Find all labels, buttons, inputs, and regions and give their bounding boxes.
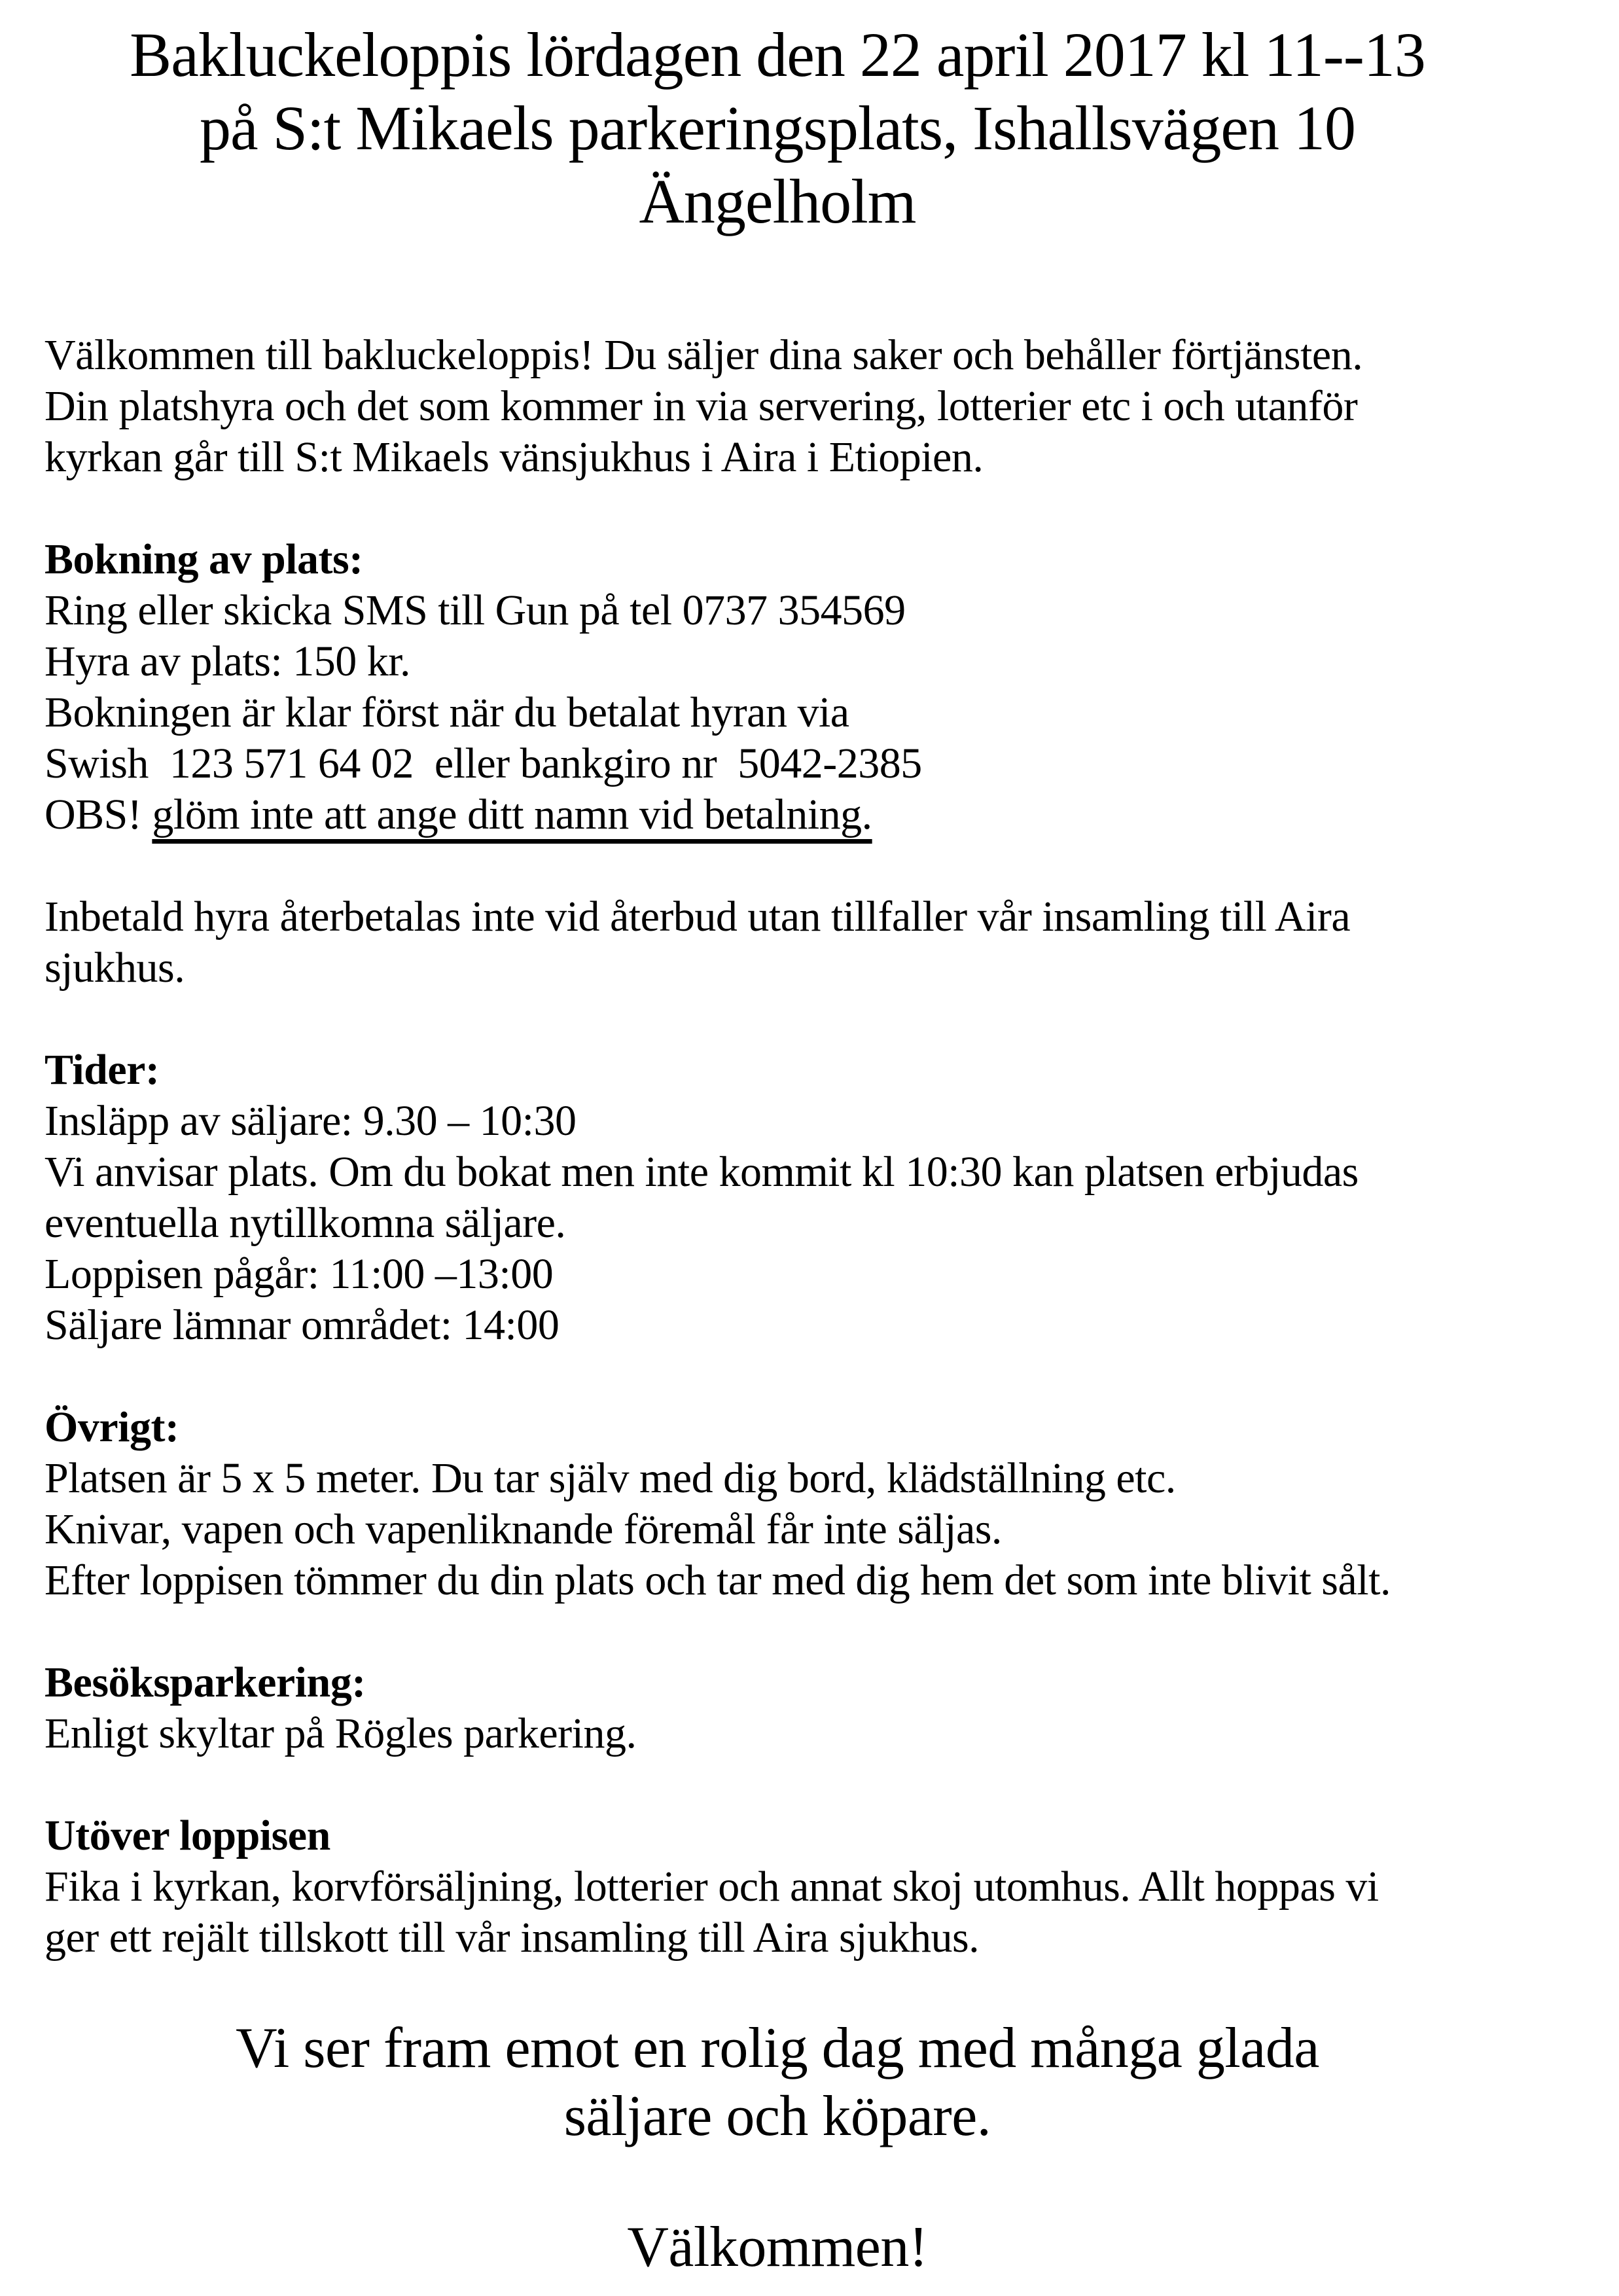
closing-message (44, 2015, 1510, 2151)
intro-line-2: Din platshyra och det som kommer in via servering, lotterier etc i och utanför (44, 382, 1358, 430)
times-line-leave: Säljare lämnar området: 14:00 (44, 1301, 560, 1349)
section-booking (44, 534, 1510, 840)
closing-line-1: Vi ser fram emot en rolig dag med många glada (236, 2017, 1319, 2080)
intro-paragraph (44, 330, 1510, 483)
intro-line-3: kyrkan går till S:t Mikaels vänsjukhus i Aira i Etiopien. (44, 433, 984, 481)
closing-line-2: säljare och köpare. (563, 2085, 991, 2148)
booking-line-confirm: Bokningen är klar först när du betalat hyran via (44, 689, 849, 736)
other-line-knives: Knivar, vapen och vapenliknande föremål får inte säljas. (44, 1505, 1002, 1553)
beyond-line-2: ger ett rejält tillskott till vår insamling till Aira sjukhus. (44, 1914, 980, 1962)
times-line-assign-1: Vi anvisar plats. Om du bokat men inte kommit kl 10:30 kan platsen erbjudas (44, 1148, 1359, 1196)
obs-underlined-text: glöm inte att ange ditt namn vid betalning. (152, 791, 872, 838)
intro-line-1: Välkommen till bakluckeloppis! Du säljer dina saker och behåller förtjänsten. (44, 331, 1363, 379)
parking-line-1: Enligt skyltar på Rögles parkering. (44, 1710, 637, 1757)
parking-heading: Besöksparkering: (44, 1659, 366, 1706)
booking-line-phone: Ring eller skicka SMS till Gun på tel 0737 354569 (44, 586, 906, 634)
section-beyond (44, 1810, 1510, 1964)
title-line-3: Ängelholm (639, 166, 916, 236)
other-line-size: Platsen är 5 x 5 meter. Du tar själv med dig bord, klädställning etc. (44, 1454, 1176, 1502)
booking-line-obs (44, 789, 1510, 840)
beyond-line-1: Fika i kyrkan, korvförsäljning, lotterier och annat skoj utomhus. Allt hoppas vi (44, 1863, 1379, 1910)
welcome-message: Välkommen! (627, 2215, 928, 2279)
section-parking (44, 1657, 1510, 1759)
times-line-assign-2: eventuella nytillkomna säljare. (44, 1199, 566, 1247)
section-other (44, 1402, 1510, 1606)
booking-line-payment: Swish 123 571 64 02 eller bankgiro nr 5042-2385 (44, 740, 922, 787)
times-heading: Tider: (44, 1046, 160, 1094)
other-line-cleanup: Efter loppisen tömmer du din plats och tar med dig hem det som inte blivit sålt. (44, 1556, 1391, 1604)
obs-prefix: OBS! (44, 791, 152, 838)
section-times (44, 1045, 1510, 1351)
title-line-2: på S:t Mikaels parkeringsplats, Ishallsvägen 10 (200, 93, 1355, 163)
other-heading: Övrigt: (44, 1403, 179, 1451)
times-line-entry: Insläpp av säljare: 9.30 – 10:30 (44, 1097, 577, 1145)
beyond-heading: Utöver loppisen (44, 1812, 330, 1859)
booking-line-price: Hyra av plats: 150 kr. (44, 637, 411, 685)
refund-line-2: sjukhus. (44, 944, 185, 992)
times-line-open: Loppisen pågår: 11:00 –13:00 (44, 1250, 554, 1298)
refund-line-1: Inbetald hyra återbetalas inte vid återbud utan tillfaller vår insamling till Aira (44, 893, 1351, 941)
page-title (44, 18, 1510, 238)
title-line-1: Bakluckeloppis lördagen den 22 april 2017 kl 11--13 (130, 20, 1425, 90)
refund-paragraph (44, 891, 1510, 994)
booking-heading: Bokning av plats: (44, 535, 363, 583)
